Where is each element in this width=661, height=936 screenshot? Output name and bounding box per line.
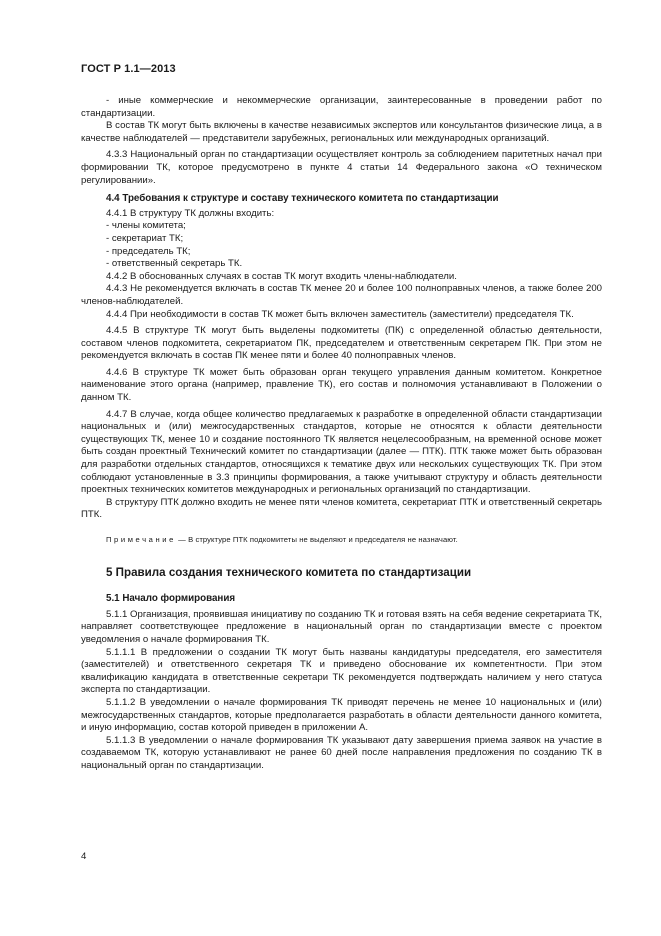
paragraph: 4.3.3 Национальный орган по стандартизации осуществляет контроль за соблюдением паритетных начал при формировании ТК, которое предусмотрено в пункте 4 статьи 14 Федерального закона «О техническом регулировании». bbox=[81, 149, 602, 186]
list-item: - председатель ТК; bbox=[106, 245, 191, 257]
page-number: 4 bbox=[81, 851, 87, 862]
paragraph: 4.4.4 При необходимости в состав ТК может быть включен заместитель (заместители) председателя ТК. bbox=[106, 308, 574, 320]
list-item: - члены комитета; bbox=[106, 220, 186, 232]
paragraph: 4.4.5 В структуре ТК могут быть выделены подкомитеты (ПК) с определенной областью деятельности, составом членов подкомитета, секретариатом ПК, председателем и ответственным секретарем ПК. При этом не рекомендуется включать в состав ПК менее пяти и более 40 полноправных членов. bbox=[81, 325, 602, 362]
paragraph: 5.1.1.1 В предложении о создании ТК могут быть названы кандидатуры председателя, его заместителя (заместителей) и ответственного секретаря ТК и приведено обоснование их компетентности. При этом квалификацию кандидата в ответственные секретари ТК рекомендуется подтверждать наличием у него статуса эксперта по стандартизации. bbox=[81, 646, 602, 696]
paragraph: 5.1.1.2 В уведомлении о начале формирования ТК приводят перечень не менее 10 национальных и (или) межгосударственных стандартов, которые предполагается разработать в области деятельности данного комитета, и иную информацию, состав которой приведен в приложении А. bbox=[81, 696, 602, 734]
paragraph: В состав ТК могут быть включены в качестве независимых экспертов или консультантов физические лица, а в качестве наблюдателей — представители зарубежных, региональных или международных организаций. bbox=[81, 120, 602, 144]
section-heading-5: 5 Правила создания технического комитета по стандартизации bbox=[106, 565, 472, 579]
document-header: ГОСТ Р 1.1—2013 bbox=[81, 63, 176, 75]
document-body bbox=[81, 95, 602, 773]
section-heading-4-4: 4.4 Требования к структуре и составу технического комитета по стандартизации bbox=[106, 193, 499, 205]
paragraph: 4.4.3 Не рекомендуется включать в состав ТК менее 20 и более 100 полноправных членов, а также более 200 членов-наблюдателей. bbox=[81, 283, 602, 307]
paragraph: 4.4.6 В структуре ТК может быть образован орган текущего управления данным комитетом. Конкретное наименование этого органа (например, правление ТК), его состав и полномочия устанавливают в Положении о данном ТК. bbox=[81, 366, 602, 404]
list-item: - секретариат ТК; bbox=[106, 232, 184, 244]
list-item: - ответственный секретарь ТК. bbox=[106, 258, 243, 270]
paragraph: В структуру ПТК должно входить не менее пяти членов комитета, секретариат ПТК и ответственный секретарь ПТК. bbox=[81, 496, 602, 521]
paragraph: - иные коммерческие и некоммерческие организации, заинтересованные в проведении работ по стандартизации. bbox=[81, 95, 602, 119]
paragraph: 5.1.1 Организация, проявившая инициативу по созданию ТК и готовая взять на себя ведение секретариата ТК, направляет соответствующее предложение в национальный орган по стандартизации вместе с проектом уведомления о начале формирования ТК. bbox=[81, 608, 602, 645]
paragraph: 4.4.7 В случае, когда общее количество предлагаемых к разработке в определенной области стандартизации национальных и (или) межгосударственных стандартов, которые не относятся к области деятельности существующих ТК, менее 10 и создание постоянного ТК является нецелесообразным, на временной основе может быть создан проектный Технический комитет по стандартизации (далее — ПТК). ПТК также может быть образован для разработки отдельных стандартов, относящихся к тематике двух или нескольких существующих ТК. При этом соблюдают установленные в 3.3 принципы формирования, а также учитывают структуру и область деятельности проектных технических комитетов международных и региональных организаций по стандартизации. bbox=[81, 408, 602, 496]
paragraph: 5.1.1.3 В уведомлении о начале формирования ТК указывают дату завершения приема заявок на участие в создаваемом ТК, которую устанавливают не ранее 60 дней после направления предложения по созданию ТК в национальный орган по стандартизации. bbox=[81, 734, 602, 771]
paragraph: 4.4.1 В структуру ТК должны входить: bbox=[106, 207, 275, 219]
paragraph: 4.4.2 В обоснованных случаях в состав ТК могут входить члены-наблюдатели. bbox=[106, 270, 457, 282]
note-text: — В структуре ПТК подкомитеты не выделяют и председателя не назначают. bbox=[175, 535, 458, 544]
note bbox=[81, 534, 602, 547]
section-heading-5-1: 5.1 Начало формирования bbox=[106, 593, 236, 605]
note-label: Примечание bbox=[106, 535, 176, 544]
